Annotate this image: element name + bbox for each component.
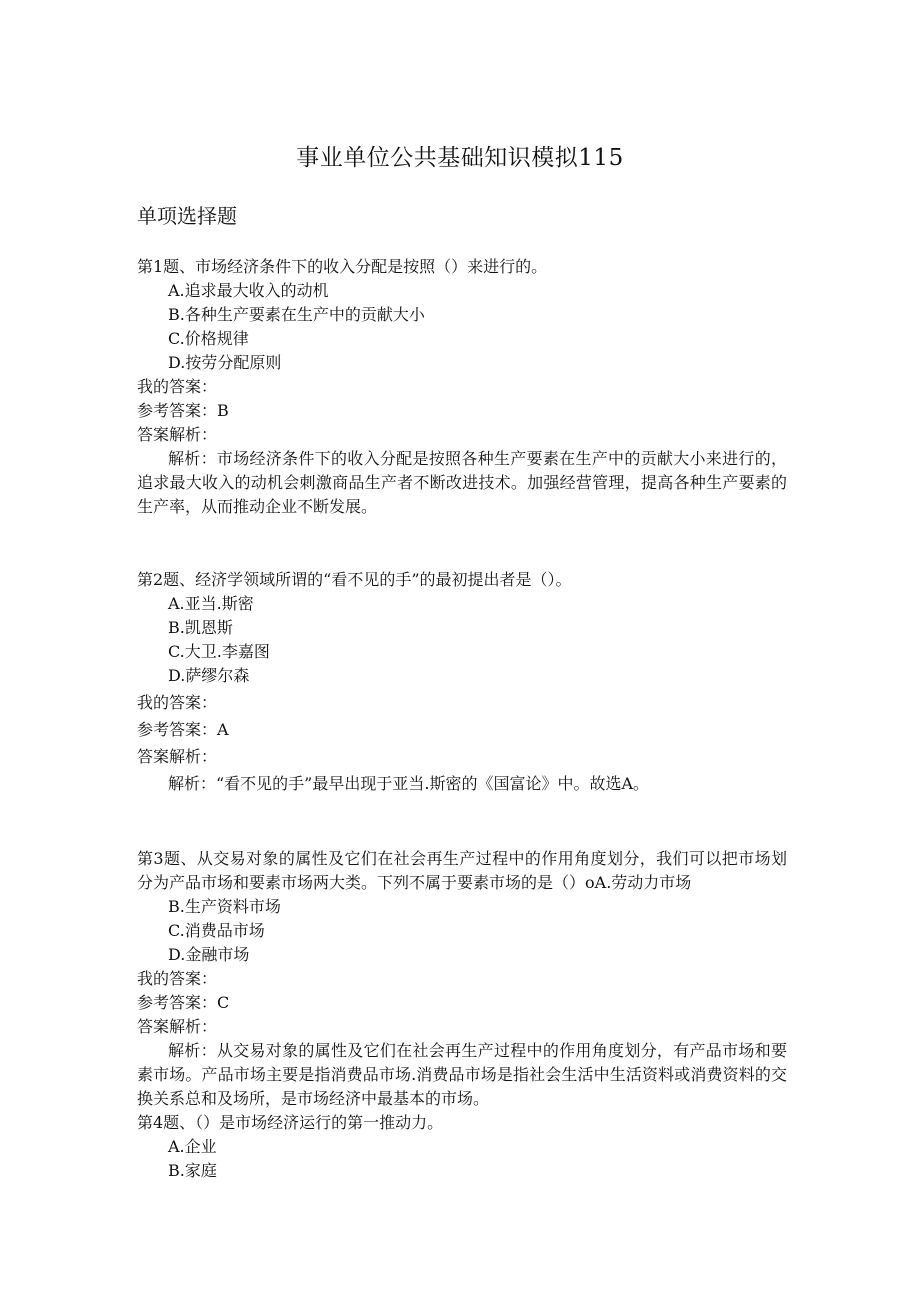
question-4-option-a: A.企业	[168, 1137, 217, 1156]
question-3	[137, 847, 787, 1183]
analysis-label: 答案解析：	[137, 425, 218, 444]
reference-answer: 参考答案：A	[137, 720, 229, 739]
my-answer-label: 我的答案：	[137, 693, 218, 712]
question-2	[137, 568, 787, 796]
option-b: B.生产资料市场	[168, 897, 281, 916]
option-d: D.萨缪尔森	[168, 666, 250, 685]
option-c: C.价格规律	[168, 329, 249, 348]
option-d: D.按劳分配原则	[168, 353, 282, 372]
analysis-text: 解析：“看不见的手”最早出现于亚当.斯密的《国富论》中。故选A。	[168, 774, 650, 793]
question-1	[137, 255, 787, 519]
reference-answer: 参考答案：C	[137, 993, 230, 1012]
option-d: D.金融市场	[168, 945, 250, 964]
analysis-label: 答案解析：	[137, 1017, 218, 1036]
option-c: C.大卫.李嘉图	[168, 642, 270, 661]
option-a: A.亚当.斯密	[168, 594, 254, 613]
analysis-label: 答案解析：	[137, 747, 218, 766]
option-b: B.凯恩斯	[168, 618, 233, 637]
option-b: B.各种生产要素在生产中的贡献大小	[168, 305, 425, 324]
analysis-text: 解析：市场经济条件下的收入分配是按照各种生产要素在生产中的贡献大小来进行的，追求最大收入的动机会刺激商品生产者不断改进技术。加强经营管理，提高各种生产要素的生产率，从而推动企业不断发展。	[137, 449, 787, 516]
question-stem: 第3题、从交易对象的属性及它们在社会再生产过程中的作用角度划分，我们可以把市场划分为产品市场和要素市场两大类。下列不属于要素市场的是（）oA.劳动力市场	[137, 849, 787, 892]
page-title: 事业单位公共基础知识模拟115	[296, 145, 624, 171]
question-stem: 第1题、市场经济条件下的收入分配是按照（）来进行的。	[137, 257, 548, 276]
option-c: C.消费品市场	[168, 921, 265, 940]
question-4-stem: 第4题、（）是市场经济运行的第一推动力。	[137, 1113, 444, 1132]
option-a: A.追求最大收入的动机	[168, 281, 329, 300]
section-heading: 单项选择题	[137, 204, 237, 228]
my-answer-label: 我的答案：	[137, 969, 218, 988]
analysis-text: 解析：从交易对象的属性及它们在社会再生产过程中的作用角度划分，有产品市场和要素市场。产品市场主要是指消费品市场.消费品市场是指社会生活中生活资料或消费资料的交换关系总和及场所，是市场经济中最基本的市场。	[137, 1041, 787, 1108]
question-stem: 第2题、经济学领域所谓的“看不见的手”的最初提出者是（）。	[137, 570, 572, 589]
my-answer-label: 我的答案：	[137, 377, 218, 396]
reference-answer: 参考答案：B	[137, 401, 229, 420]
question-4-option-b: B.家庭	[168, 1161, 217, 1180]
